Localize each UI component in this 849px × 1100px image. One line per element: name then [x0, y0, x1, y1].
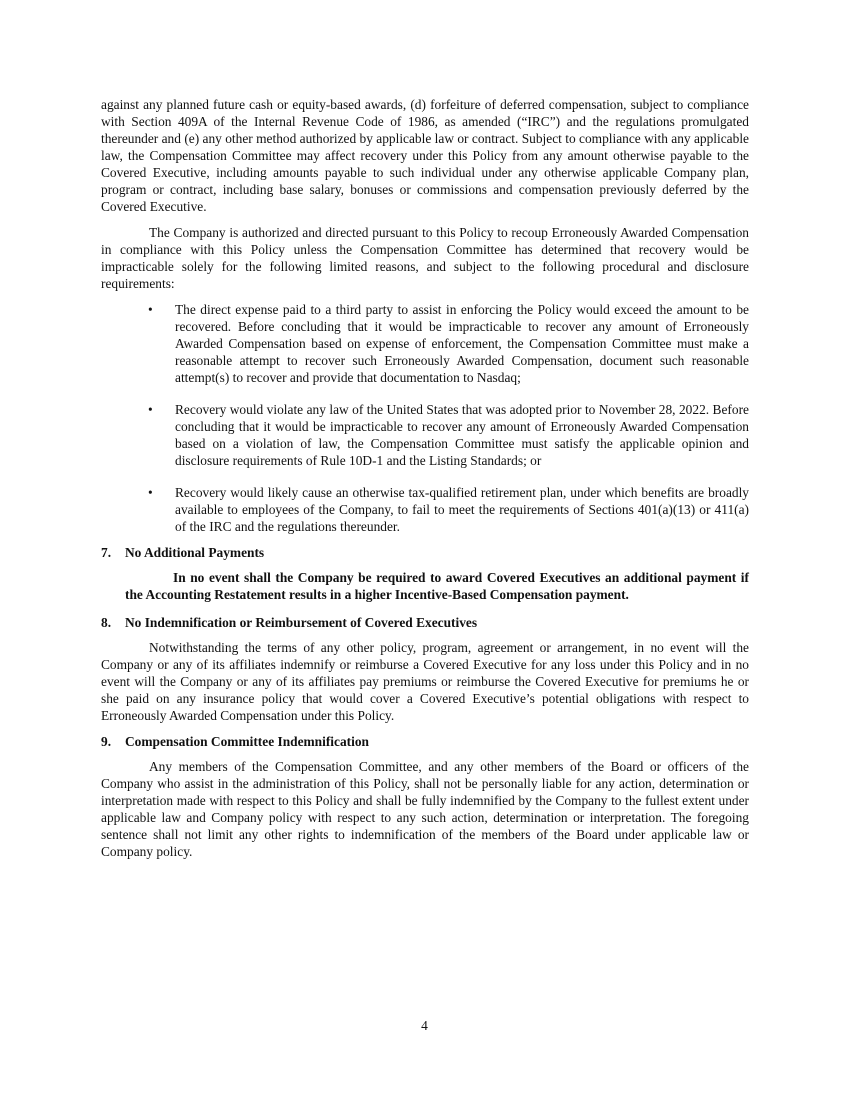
list-item	[101, 401, 749, 469]
list-item	[101, 484, 749, 535]
recoup-paragraph: The Company is authorized and directed pursuant to this Policy to recoup Erroneously Awarded Compensation in compliance with this Policy unless the Compensation Committee has determined that recovery would be impracticable solely for the following limited reasons, and subject to the following procedural and disclosure requirements:	[101, 225, 749, 291]
section-title: Compensation Committee Indemnification	[125, 734, 369, 749]
list-item-text: Recovery would violate any law of the United States that was adopted prior to November 28, 2022. Before concluding that it would be impracticable to recover any amount of Erroneously Awarded Compensation based on a violation of law, the Compensation Committee must satisfy the applicable opinion and disclosure requirements of Rule 10D-1 and the Listing Standards; or	[175, 402, 749, 468]
continuation-paragraph: against any planned future cash or equity-based awards, (d) forfeiture of deferred compensation, subject to compliance with Section 409A of the Internal Revenue Code of 1986, as amended (“IRC”) and the regulations promulgated thereunder and (e) any other method authorized by applicable law or contract. Subject to compliance with any applicable law, the Compensation Committee may affect recovery under this Policy from any amount otherwise payable to the Covered Executive, including amounts payable to such individual under any otherwise applicable Company plan, program or contract, including base salary, bonuses or commissions and compensation previously deferred by the Covered Executive.	[101, 97, 749, 214]
impracticability-list	[101, 301, 749, 535]
list-item-text: The direct expense paid to a third party to assist in enforcing the Policy would exceed the amount to be recovered. Before concluding that it would be impracticable to recover any amount of Erroneously Awarded Compensation based on expense of enforcement, the Compensation Committee must make a reasonable attempt to recover such Erroneously Awarded Compensation, document such reasonable attempt(s) to recover and provide that documentation to Nasdaq;	[175, 302, 749, 385]
list-item	[101, 301, 749, 386]
section-heading-8	[101, 614, 749, 631]
section-number: 9.	[101, 734, 112, 749]
bullet-icon: •	[148, 485, 153, 500]
bullet-icon: •	[148, 402, 153, 417]
document-page	[101, 96, 749, 869]
section-body-9: Any members of the Compensation Committee, and any other members of the Board or officers of the Company who assist in the administration of this Policy, shall not be personally liable for any action, determination or interpretation made with respect to this Policy and shall be fully indemnified by the Company to the fullest extent under applicable law and Company policy with respect to any such action, determination or interpretation. The foregoing sentence shall not limit any other rights to indemnification of the members of the Board under applicable law or Company policy.	[101, 759, 749, 859]
section-title: No Additional Payments	[125, 545, 265, 560]
section-body-7: In no event shall the Company be required to award Covered Executives an additional payment if the Accounting Restatement results in a higher Incentive-Based Compensation payment.	[125, 570, 749, 602]
list-item-text: Recovery would likely cause an otherwise tax-qualified retirement plan, under which benefits are broadly available to employees of the Company, to fail to meet the requirements of Sections 401(a)(13) or 411(a) of the IRC and the regulations thereunder.	[175, 485, 749, 534]
section-heading-9	[101, 733, 749, 750]
section-number: 7.	[101, 545, 112, 560]
section-body-8: Notwithstanding the terms of any other policy, program, agreement or arrangement, in no event will the Company or any of its affiliates indemnify or reimburse a Covered Executive for any loss under this Policy and in no event will the Company or any of its affiliates pay premiums or reimburse the Covered Executive for premiums he or she paid on any insurance policy that would cover a Covered Executive’s potential obligations with respect to Erroneously Awarded Compensation under this Policy.	[101, 640, 749, 723]
section-number: 8.	[101, 615, 112, 630]
bullet-icon: •	[148, 302, 153, 317]
page-number: 4	[421, 1018, 428, 1033]
section-heading-7	[101, 544, 749, 561]
section-title: No Indemnification or Reimbursement of Covered Executives	[125, 615, 478, 630]
